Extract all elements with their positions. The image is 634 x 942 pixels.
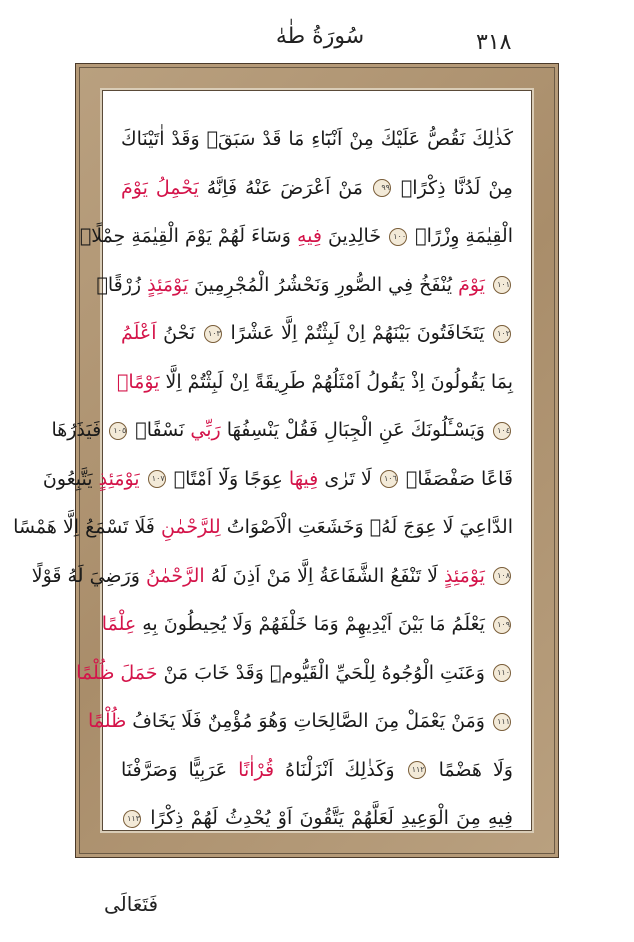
ayah-number-marker: ١٠٨ bbox=[493, 567, 511, 585]
highlighted-word: يَوْمَ bbox=[458, 273, 485, 296]
decorative-border bbox=[13, 67, 555, 854]
highlighted-word: فِيهِ bbox=[296, 225, 322, 247]
highlighted-word: اَعْلَمُ bbox=[121, 322, 157, 344]
text-line bbox=[121, 164, 513, 212]
text-line bbox=[121, 115, 513, 163]
page-header bbox=[0, 0, 634, 62]
text-line bbox=[76, 649, 513, 697]
text-line bbox=[101, 600, 513, 648]
highlighted-word: الرَّحْمٰنُ bbox=[145, 564, 205, 587]
text-segment: وَسَٓاءَ لَهُمْ يَوْمَ الْقِيٰمَةِ حِمْلًاۙ bbox=[79, 225, 297, 247]
text-segment: مِنْ لَدُنَّا ذِكْرًاۚ bbox=[392, 176, 513, 199]
text-segment: الْقِيٰمَةِ وِزْرًاۙ bbox=[409, 225, 513, 247]
highlighted-word: حَمَلَ ظُلْمًا bbox=[76, 661, 158, 684]
text-segment: الدَّاعِيَ لَا عِوَجَ لَهُۚ وَخَشَعَتِ الْاَصْوَاتُ bbox=[220, 516, 513, 538]
text-segment: كَذٰلِكَ نَقُصُّ عَلَيْكَ مِنْ اَنْبَٓاءِ مَا قَدْ سَبَقَۚ وَقَدْ اٰتَيْنَاكَ bbox=[121, 128, 513, 150]
text-line bbox=[31, 552, 513, 600]
text-segment: لَا تَنْفَعُ الشَّفَاعَةُ اِلَّا مَنْ اَذِنَ لَهُ bbox=[204, 564, 444, 587]
text-segment: قَاعًا صَفْصَفًاۙ bbox=[399, 467, 513, 490]
ayah-number-marker: ١٠٥ bbox=[109, 422, 127, 440]
text-segment: عَرَبِيًّا وَصَرَّفْنَا bbox=[121, 758, 239, 781]
ayah-number-marker: ١١١ bbox=[493, 713, 511, 731]
text-line bbox=[121, 746, 513, 794]
highlighted-word: رَبِّي bbox=[190, 419, 221, 441]
highlighted-word: عِلْمًا bbox=[101, 613, 137, 635]
surah-title: سُورَةُ طٰهٰ bbox=[275, 24, 365, 49]
highlighted-word: يَوْمَئِذٍ bbox=[98, 467, 140, 490]
text-segment: وَيَسْـَٔلُونَكَ عَنِ الْجِبَالِ فَقُلْ يَنْسِفُهَا bbox=[220, 419, 491, 441]
text-line bbox=[13, 503, 513, 551]
highlighted-word: لِلرَّحْمٰنِ bbox=[160, 516, 221, 538]
highlighted-word: يَوْمًاۚ bbox=[117, 370, 160, 393]
ayah-number-marker: ١١٣ bbox=[123, 810, 141, 828]
catchword: فَتَعَالَى bbox=[104, 892, 159, 916]
text-line bbox=[121, 794, 513, 842]
ayah-number-marker: ٩٩ bbox=[373, 179, 391, 197]
text-segment: عِوَجًا وَلَٓا اَمْتًاۜ bbox=[167, 467, 289, 490]
text-segment: وَرَضِيَ لَهُ قَوْلًا bbox=[31, 564, 146, 587]
text-line bbox=[88, 697, 513, 745]
highlighted-word: يَوْمَئِذٍ bbox=[443, 564, 485, 587]
text-segment: نَحْنُ bbox=[156, 322, 202, 344]
text-segment: لَا تَرٰى bbox=[318, 467, 378, 490]
text-segment: فَلَا تَسْمَعُ اِلَّا هَمْسًا bbox=[13, 516, 161, 538]
ayah-number-marker: ١٠٣ bbox=[204, 325, 222, 343]
text-line bbox=[51, 406, 513, 454]
text-segment: يَتَخَافَتُونَ بَيْنَهُمْ اِنْ لَبِثْتُمْ اِلَّا عَشْرًا bbox=[223, 322, 491, 344]
ayah-number-marker: ١٠٤ bbox=[493, 422, 511, 440]
ayah-number-marker: ١٠٦ bbox=[380, 470, 398, 488]
text-line bbox=[121, 309, 513, 357]
text-segment: وَعَنَتِ الْوُجُوهُ لِلْحَيِّ الْقَيُّومِۜ وَقَدْ خَابَ مَنْ bbox=[157, 661, 491, 684]
ayah-number-marker: ١٠٧ bbox=[148, 470, 166, 488]
highlighted-word: ظُلْمًا bbox=[88, 710, 127, 732]
highlighted-word: يَحْمِلُ يَوْمَ bbox=[121, 176, 199, 199]
text-segment: زُرْقًاۚ bbox=[96, 273, 148, 296]
text-segment bbox=[140, 468, 146, 490]
page-frame bbox=[13, 63, 559, 858]
highlighted-word: قُرْاٰنًا bbox=[238, 758, 275, 781]
ayah-number-marker: ١٠٩ bbox=[493, 616, 511, 634]
text-line bbox=[79, 212, 513, 260]
text-segment: خَالِدِينَ bbox=[321, 225, 388, 247]
text-segment: وَكَذٰلِكَ اَنْزَلْنَاهُ bbox=[274, 758, 406, 781]
text-segment: مَنْ اَعْرَضَ عَنْهُ فَاِنَّهُ bbox=[198, 176, 371, 199]
page-number: ٣١٨ bbox=[476, 30, 512, 55]
text-segment: فِيهِ مِنَ الْوَعِيدِ لَعَلَّهُمْ يَتَّقُونَ اَوْ يُحْدِثُ لَهُمْ ذِكْرًا bbox=[143, 807, 513, 829]
quran-text bbox=[13, 115, 513, 829]
highlighted-word: فِيهَا bbox=[288, 467, 319, 490]
text-segment bbox=[485, 274, 491, 296]
ayah-number-marker: ١١٠ bbox=[493, 664, 511, 682]
text-panel bbox=[13, 90, 532, 831]
text-segment: يَتَّبِعُونَ bbox=[42, 467, 99, 490]
text-segment bbox=[485, 565, 491, 587]
text-segment: وَمَنْ يَعْمَلْ مِنَ الصَّالِحَاتِ وَهُوَ مُؤْمِنٌ فَلَا يَخَافُ bbox=[126, 710, 491, 732]
text-segment: نَسْفًاۙ bbox=[129, 419, 191, 441]
text-segment: وَلَا هَضْمًا bbox=[427, 758, 513, 781]
ayah-number-marker: ١١٢ bbox=[408, 761, 426, 779]
highlighted-word: يَوْمَئِذٍ bbox=[147, 273, 189, 296]
ayah-number-marker: ١٠٢ bbox=[493, 325, 511, 343]
text-segment: بِمَا يَقُولُونَ اِذْ يَقُولُ اَمْثَلُهُمْ طَرِيقَةً اِنْ لَبِثْتُمْ اِلَّا bbox=[159, 370, 513, 393]
text-segment: يَعْلَمُ مَا بَيْنَ اَيْدِيهِمْ وَمَا خَلْفَهُمْ وَلَا يُحِيطُونَ بِهِ bbox=[136, 613, 491, 635]
text-line bbox=[42, 455, 513, 503]
ayah-number-marker: ١٠١ bbox=[493, 276, 511, 294]
ayah-number-marker: ١٠٠ bbox=[389, 228, 407, 246]
text-segment: يُنْفَخُ فِي الصُّورِ وَنَحْشُرُ الْمُجْرِمِينَ bbox=[188, 273, 459, 296]
text-segment: فَيَذَرُهَا bbox=[51, 419, 108, 441]
text-line bbox=[96, 261, 513, 309]
text-line bbox=[117, 358, 513, 406]
